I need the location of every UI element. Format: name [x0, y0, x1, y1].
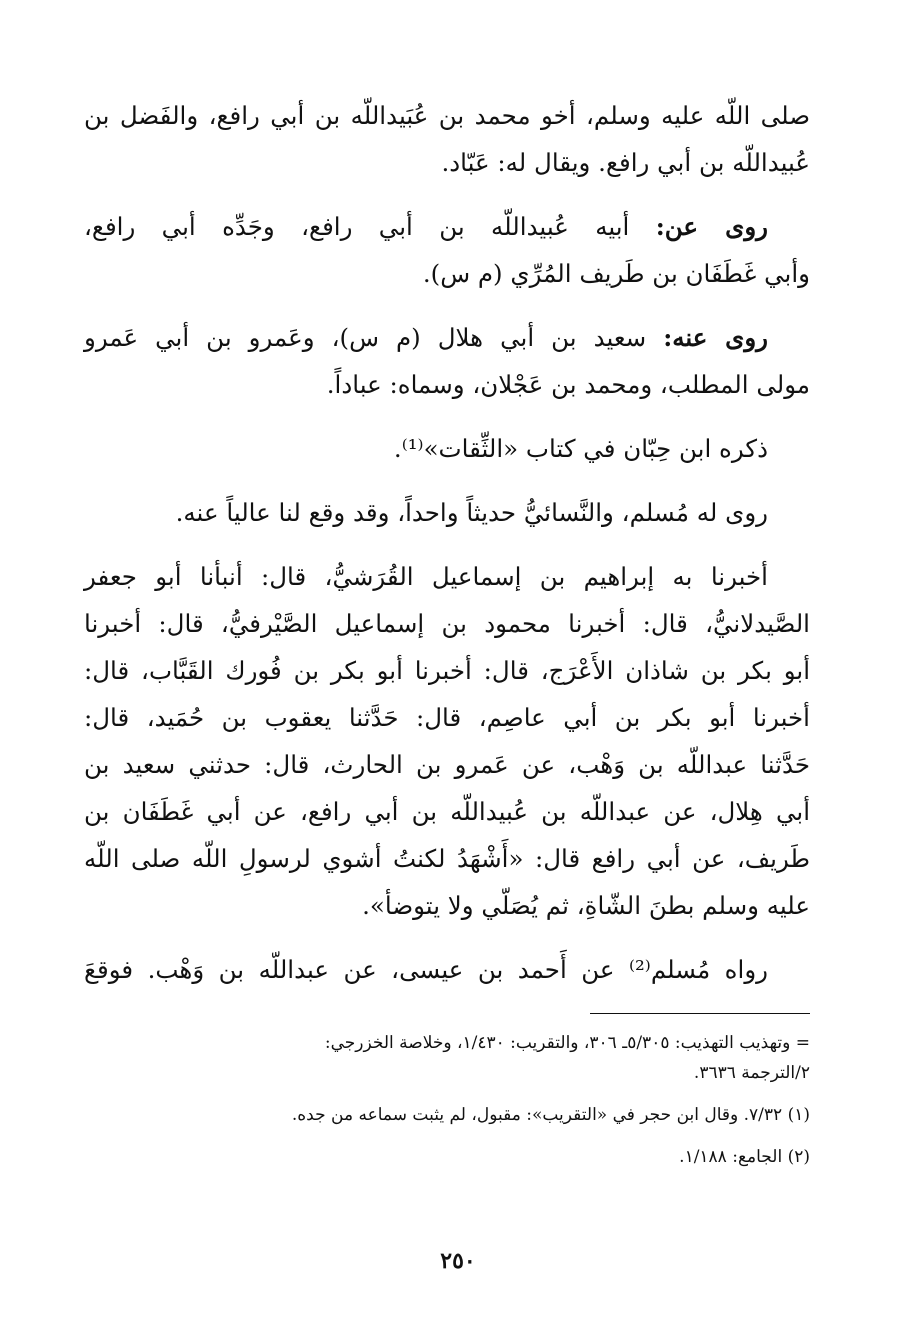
text-line: حَدَّثنا عبداللّه بن وَهْب، عن عَمرو بن الحارث، قال: حدثني سعيد بن [84, 750, 810, 779]
footnote-line: ٢/الترجمة ٣٦٣٦. [693, 1063, 810, 1083]
text-run: أبيه عُبيداللّه بن أبي رافع، وجَدِّه أبي رافع، [84, 212, 630, 241]
text-line: الصَّيدلانيُّ، قال: أخبرنا محمود بن إسماعيل الصَّيْرفيُّ، قال: أخبرنا [84, 609, 810, 638]
paragraph-ibn-hibban [84, 425, 810, 472]
text-run: سعيد بن أبي هلال (م س)، وعَمرو بن أبي عَمرو [84, 323, 647, 352]
text-line: أبي هِلال، عن عبداللّه بن عُبيداللّه بن أبي رافع، عن أبي غَطَفَان بن [84, 797, 810, 826]
text-line: مولى المطلب، ومحمد بن عَجْلان، وسماه: عباداً. [326, 370, 810, 399]
text-line: عليه وسلم بطنَ الشّاةِ، ثم يُصَلّي ولا يتوضأ». [362, 891, 810, 920]
text-line: طَريف، عن أبي رافع قال: «أَشْهَدُ لكنتُ أشوي لرسولِ اللّه صلى اللّه [84, 844, 810, 873]
footnote-separator [590, 1013, 810, 1014]
text-line [84, 203, 810, 250]
narrated-by-label: روى عنه: [663, 323, 768, 352]
paragraph-narrated-by-muslim [84, 489, 810, 536]
text-line: روى له مُسلم، والنَّسائيُّ حديثاً واحداً، وقد وقع لنا عالياً عنه. [175, 498, 768, 527]
text-line: أخبرنا به إبراهيم بن إسماعيل القُرَشيُّ، قال: أنبأنا أبو جعفر [84, 562, 768, 591]
footnotes [84, 1028, 810, 1172]
narrated-from-label: روى عن: [655, 212, 768, 241]
text-line: أبو بكر بن شاذان الأَعْرَج، قال: أخبرنا أبو بكر بن فُورك القَبَّاب، قال: [84, 656, 810, 685]
text-line: وأبي غَطَفَان بن طَريف المُرِّي (م س). [422, 259, 810, 288]
paragraph-intro [84, 92, 810, 186]
text-line: عُبيداللّه بن أبي رافع. ويقال له: عَبّاد. [441, 148, 810, 177]
footnote-continuation [84, 1028, 810, 1088]
text-line: ذكره ابن حِبّان في كتاب «الثِّقات»⁽¹⁾. [393, 434, 768, 463]
footnote-line: = وتهذيب التهذيب: ٥/٣٠٥ـ ٣٠٦، والتقريب: ١/٤٣٠، وخلاصة الخزرجي: [324, 1033, 810, 1053]
page-number: ٢٥٠ [440, 1248, 476, 1274]
text-line: صلى اللّه عليه وسلم، أخو محمد بن عُبَيداللّه بن أبي رافع، والفَضل بن [84, 101, 810, 130]
paragraph-muslim-narration [84, 946, 810, 993]
footnote-2: (٢) الجامع: ١/١٨٨. [679, 1147, 810, 1167]
document-page [84, 92, 810, 1292]
text-line: رواه مُسلم⁽²⁾ عن أَحمد بن عيسى، عن عبداللّه بن وَهْب. فوقعَ [84, 955, 768, 984]
paragraph-isnad [84, 553, 810, 929]
paragraph-narrated-by [84, 314, 810, 408]
text-line [84, 314, 810, 361]
footnote-1: (١) ٧/٣٢. وقال ابن حجر في «التقريب»: مقبول، لم يثبت سماعه من جده. [291, 1105, 810, 1125]
text-line: أخبرنا أبو بكر بن أبي عاصِم، قال: حَدَّثنا يعقوب بن حُمَيد، قال: [84, 703, 810, 732]
paragraph-narrated-from [84, 203, 810, 297]
